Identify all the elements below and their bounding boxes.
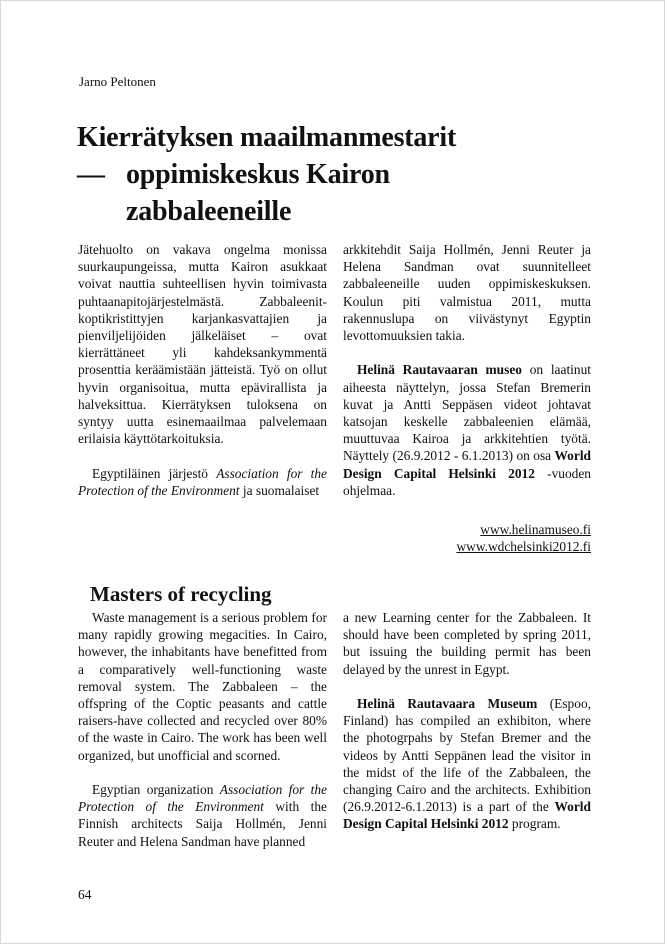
- finnish-paragraph-2-cont: [343, 241, 591, 344]
- page-number: 64: [78, 887, 92, 902]
- english-p2-end-part-a: with the Finnish architects Saija Hollmén, Jenni Reuter and Helena Sandman have planned: [78, 799, 327, 849]
- english-museum-name: Helinä Rautavaara Museum: [357, 696, 538, 711]
- finnish-p3-end: -vuoden ohjelmaa.: [343, 465, 591, 498]
- english-p2-start: Egyptian organization: [92, 782, 214, 798]
- english-p3-mid: (Espoo, Finland) has compiled an exhibiton, where the photogrpahs by Stefan Bremer and the videos by Antti Seppänen lead the visitor in the midst of the life of the Zabbaleen, the changing Cairo and the architects. Exhibition (26.9.2012-6.1.2013) is a part of the: [343, 696, 591, 815]
- english-organization-name: Association for the Protection of the Environment: [78, 782, 327, 815]
- finnish-p2-start: Egyptiläinen järjestö: [92, 465, 209, 481]
- english-paragraph-3: [343, 695, 591, 833]
- finnish-paragraph-3: [343, 361, 591, 499]
- english-column-right: [343, 609, 591, 833]
- english-heading: Masters of recycling: [90, 582, 272, 606]
- finnish-p2-end-part-b: arkkitehdit Saija Hollmén, Jenni Reuter ja Helena Sandman ovat suunnitelleet zabbaleeneille uuden oppimiskeskuksen. Koulun piti valmistua 2011, mutta rakennuslupa on viivästynyt Egyptin levottomuuksien takia.: [343, 242, 591, 344]
- finnish-p2-end-part-a: ja suomalaiset: [242, 482, 320, 498]
- finnish-p3-mid: on laatinut aiheesta näyttelyn, jossa Stefan Bremerin kuvat ja Antti Seppäsen videot johtavat katsojan keskelle zabbaleenien elämää, muuttuvaa Kairoa ja arkkitehtien työtä. Näyttely (26.9.2012 - 6.1.2013) on osa: [343, 362, 591, 464]
- finnish-wdc-name: World Design Capital Helsinki 2012: [343, 448, 591, 481]
- finnish-paragraph-1: Jätehuolto on vakava ongelma monissa suurkaupungeissa, mutta Kairon asukkaat voivat nauttia suhteellisen hyvin toimivasta puhtaanapitojärjestelmästä. Zabbaleenit-koptikristittyjen karjankasvattajien ja pienviljelijöiden jälkeläiset – ovat kierrättäneet yli kahdeksankymmentä prosenttia keräämistään jätteistä. Työ on ollut hyvin organisoitua, mutta epävirallista ja halveksittua. Kierrätyksen tuloksena on syntyy uutta esinemaailmaa palvelemaan erilaisia käyttötarkoituksia.: [78, 242, 327, 447]
- english-paragraph-2-start: [78, 781, 327, 850]
- title-line-1: Kierrätyksen maailmanmestarit: [77, 122, 457, 153]
- finnish-column-left: [78, 241, 327, 499]
- english-paragraph-1: Waste management is a serious problem for many rapidly growing megacities. In Cairo, however, the inhabitants have benefitted from a comparatively well-functioning waste removal system. The Zabbaleen – the offspring of the Coptic peasants and cattle raisers-have collected and recycled over 80% of the waste in Cairo. The work has been well organized, but unofficial and scorned.: [78, 610, 327, 763]
- author-name: Jarno Peltonen: [79, 74, 156, 89]
- finnish-museum-name: Helinä Rautavaaran museo: [357, 362, 522, 378]
- english-p3-end: program.: [511, 816, 561, 832]
- title-line-2: [77, 156, 597, 193]
- finnish-column-right: [343, 241, 591, 499]
- english-p2-end-part-b: a new Learning center for the Zabbaleen. It should have been completed by spring 2011, but issuing the building permit has been delayed by the unrest in Egypt.: [343, 610, 591, 677]
- title-line-3-text: zabbaleeneille: [126, 196, 292, 227]
- title-line-2-text: oppimiskeskus Kairon: [126, 159, 390, 190]
- link-wdchelsinki[interactable]: www.wdchelsinki2012.fi: [456, 539, 591, 555]
- english-column-left: [78, 609, 327, 850]
- title-dash: —: [77, 159, 105, 190]
- link-helinamuseo[interactable]: www.helinamuseo.fi: [480, 522, 591, 537]
- web-links: [343, 521, 591, 555]
- title-line-3: [77, 193, 597, 230]
- english-wdc-name: World Design Capital Helsinki 2012: [343, 799, 591, 832]
- english-paragraph-2-cont: [343, 609, 591, 678]
- finnish-organization-name: Association for the Protection of the Environment: [78, 465, 327, 498]
- article-title: [77, 119, 597, 230]
- finnish-paragraph-2-start: [78, 465, 327, 499]
